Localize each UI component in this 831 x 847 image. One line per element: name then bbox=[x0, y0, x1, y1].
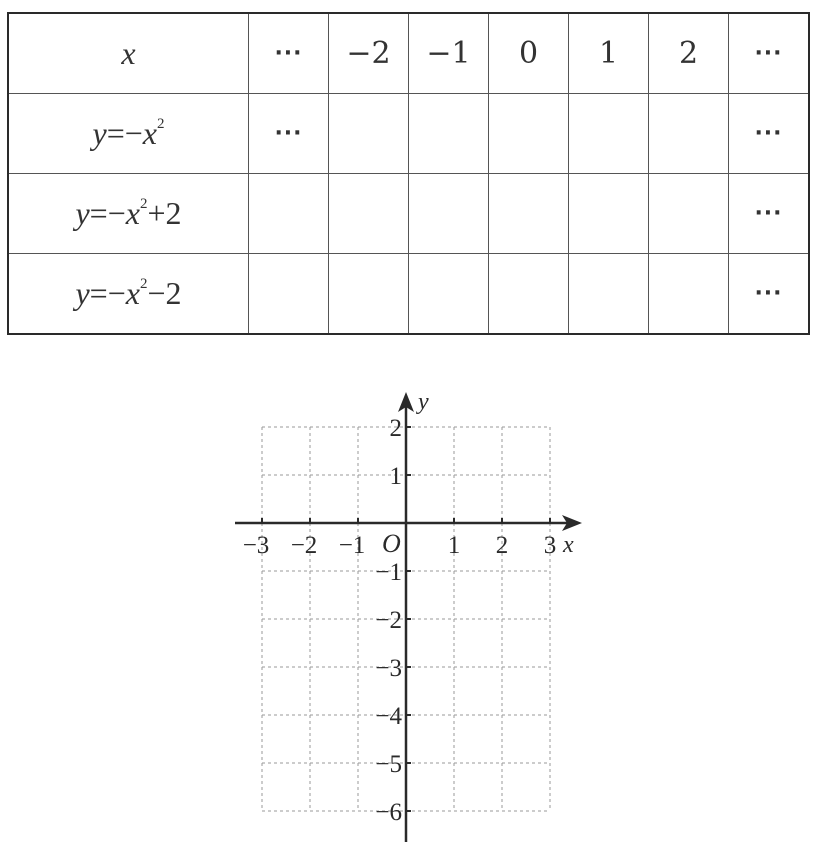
y-axis-label: y bbox=[418, 389, 429, 415]
x-tick-label: 3 bbox=[543, 532, 557, 559]
header-cell: ··· bbox=[729, 13, 810, 94]
table-cell: ··· bbox=[729, 94, 810, 174]
x-axis-label: x bbox=[563, 532, 574, 558]
x-tick-label: 2 bbox=[495, 532, 509, 559]
table-cell: ··· bbox=[729, 254, 810, 335]
header-cell: 0 bbox=[489, 13, 569, 94]
x-tick-label: −3 bbox=[242, 532, 270, 559]
header-cell: 1 bbox=[569, 13, 649, 94]
y-tick-label: −2 bbox=[375, 607, 402, 634]
function-label: $y=-x^2+2$ bbox=[8, 174, 249, 254]
x-tick-label: −2 bbox=[290, 532, 318, 559]
y-tick-label: 2 bbox=[389, 415, 402, 442]
y-tick-label: −1 bbox=[375, 559, 402, 586]
header-cell: −1 bbox=[409, 13, 489, 94]
function-label: $y=-x^2$ bbox=[8, 94, 249, 174]
header-cell: −2 bbox=[329, 13, 409, 94]
x-tick-label: −1 bbox=[338, 532, 366, 559]
function-label: $y=-x^2-2$ bbox=[8, 254, 249, 335]
y-tick-label: −3 bbox=[375, 655, 402, 682]
axes bbox=[235, 392, 582, 842]
y-tick-label: 1 bbox=[389, 463, 402, 490]
table-cell: ··· bbox=[729, 174, 810, 254]
origin-label: O bbox=[382, 529, 401, 558]
y-tick-label: −6 bbox=[375, 799, 402, 826]
y-tick-label: −4 bbox=[375, 703, 402, 730]
x-tick-label: 1 bbox=[447, 532, 461, 559]
header-cell: ··· bbox=[249, 13, 329, 94]
table-cell: ··· bbox=[249, 94, 329, 174]
y-tick-label: −5 bbox=[375, 751, 402, 778]
table-header-label: x bbox=[8, 13, 249, 94]
tick-labels bbox=[243, 415, 557, 826]
header-cell: 2 bbox=[649, 13, 729, 94]
